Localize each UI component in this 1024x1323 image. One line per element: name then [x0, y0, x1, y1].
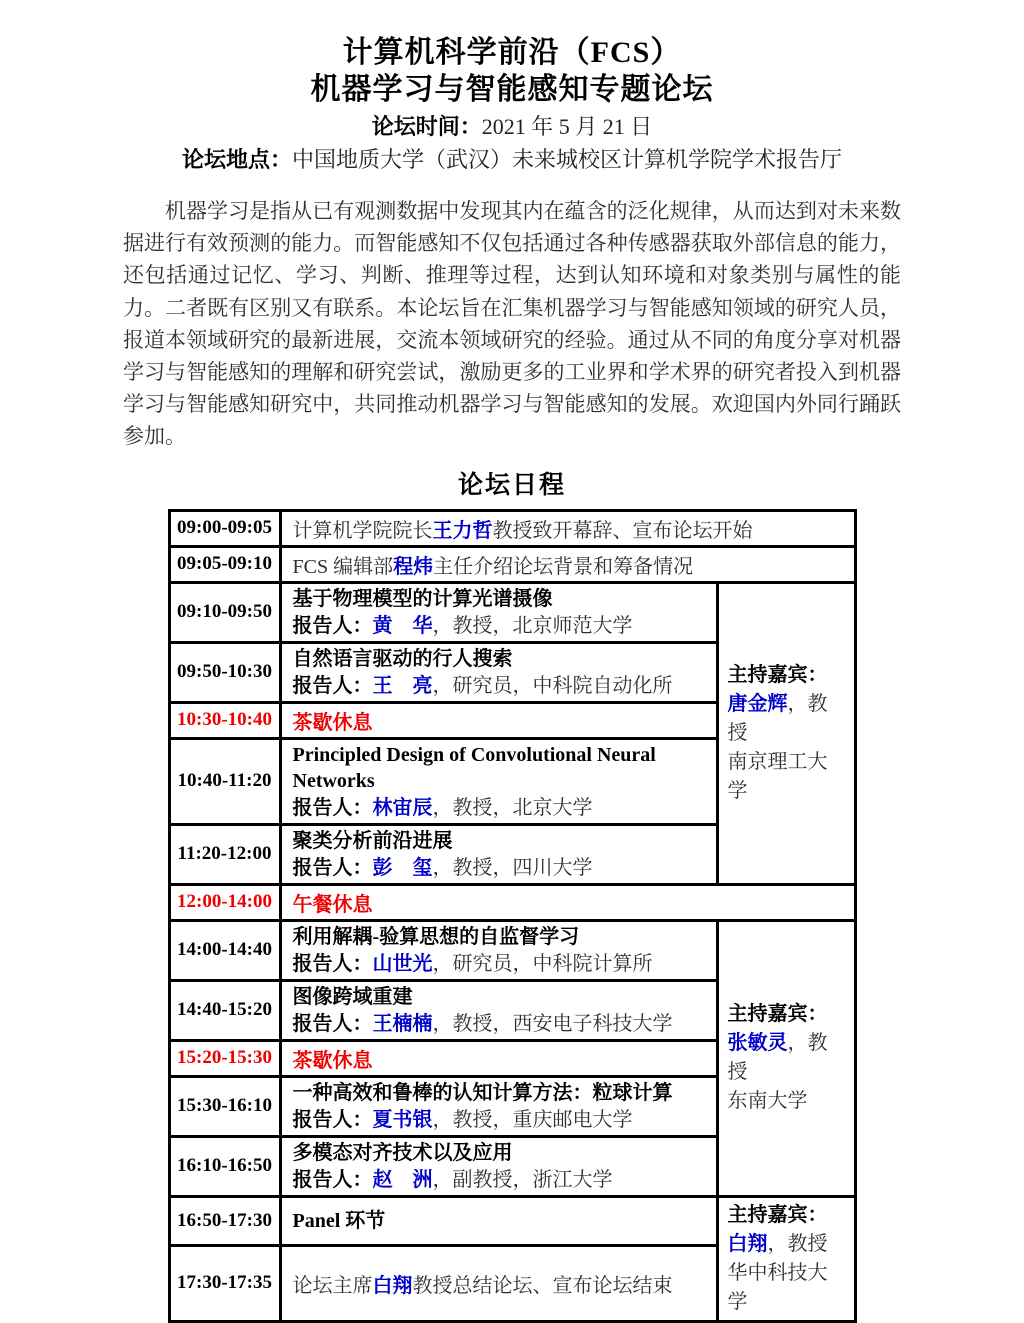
talk-title: 利用解耦-验算思想的自监督学习	[292, 925, 580, 948]
table-row	[169, 920, 855, 980]
person-name: 白翔	[727, 1232, 768, 1255]
forum-time-line	[0, 112, 1024, 141]
talk-title: 聚类分析前沿进展	[292, 829, 453, 852]
person-name: 林宙辰	[372, 796, 433, 819]
person-name: 彭 玺	[372, 856, 433, 879]
break-row	[169, 884, 855, 920]
host-affiliation: 华中科技大学	[727, 1261, 828, 1313]
speaker-line	[293, 613, 705, 639]
speaker-label: 报告人：	[292, 796, 373, 819]
event-text: 教授总结论坛、宣布论坛结束	[412, 1274, 673, 1297]
speaker-rest: ，副教授，浙江大学	[432, 1168, 613, 1191]
table-row	[169, 510, 855, 546]
host-line	[728, 690, 845, 748]
time-cell: 15:20-15:30	[169, 1040, 280, 1076]
speaker-line	[293, 673, 705, 699]
speaker-rest: ，教授，北京大学	[432, 796, 593, 819]
person-name: 夏书银	[372, 1108, 433, 1131]
host-rest: ，教授	[727, 692, 828, 744]
event-cell	[280, 920, 717, 980]
speaker-label: 报告人：	[292, 1012, 373, 1035]
event-cell	[280, 582, 717, 642]
host-cell	[717, 920, 855, 1196]
speaker-label: 报告人：	[292, 856, 373, 879]
time-cell: 12:00-14:00	[169, 884, 280, 920]
person-name: 张敏灵	[727, 1032, 788, 1055]
doc-title-line1: 计算机科学前沿（FCS）	[342, 36, 682, 69]
person-name: 黄 华	[372, 614, 433, 637]
time-cell: 15:30-16:10	[169, 1076, 280, 1136]
speaker-line	[293, 1107, 705, 1133]
person-name: 王力哲	[432, 519, 493, 542]
event-cell	[280, 1076, 717, 1136]
talk-title: 基于物理模型的计算光谱摄像	[292, 587, 553, 610]
talk-title: 一种高效和鲁棒的认知计算方法：粒球计算	[292, 1081, 673, 1104]
event-cell	[280, 1245, 717, 1321]
event-cell	[280, 824, 717, 884]
host-line	[728, 1029, 845, 1087]
host-affiliation: 东南大学	[727, 1090, 808, 1113]
time-cell: 14:40-15:20	[169, 980, 280, 1040]
person-name: 山世光	[372, 952, 433, 975]
host-cell	[717, 582, 855, 884]
person-name: 程炜	[393, 555, 434, 578]
event-text: 主任介绍论坛背景和筹备情况	[433, 555, 694, 578]
talk-title: Principled Design of Convolutional Neural Networks	[292, 743, 656, 792]
speaker-rest: ，教授，四川大学	[432, 856, 593, 879]
time-cell: 14:00-14:40	[169, 920, 280, 980]
event-cell	[280, 738, 717, 824]
time-cell: 16:50-17:30	[169, 1196, 280, 1245]
speaker-label: 报告人：	[292, 674, 373, 697]
speaker-label: 报告人：	[292, 1108, 373, 1131]
time-cell: 09:00-09:05	[169, 510, 280, 546]
event-cell	[280, 1196, 717, 1245]
forum-time-label: 论坛时间：	[371, 114, 482, 139]
host-rest: ，教授	[767, 1232, 828, 1255]
time-cell: 17:30-17:35	[169, 1245, 280, 1321]
table-row	[169, 582, 855, 642]
speaker-line	[293, 795, 705, 821]
break-cell: 午餐休息	[280, 884, 855, 920]
host-cell	[717, 1196, 855, 1321]
event-text: 计算机学院院长	[292, 519, 433, 542]
host-label: 主持嘉宾：	[727, 1003, 828, 1026]
host-line	[728, 1230, 845, 1259]
speaker-label: 报告人：	[292, 952, 373, 975]
speaker-line	[293, 1011, 705, 1037]
event-cell	[280, 546, 855, 582]
event-cell	[280, 510, 855, 546]
speaker-label: 报告人：	[292, 614, 373, 637]
talk-title: 自然语言驱动的行人搜索	[292, 647, 513, 670]
person-name: 赵 洲	[372, 1168, 433, 1191]
forum-venue-label: 论坛地点：	[181, 147, 292, 172]
doc-title-line2: 机器学习与智能感知专题论坛	[310, 73, 714, 106]
time-cell: 16:10-16:50	[169, 1136, 280, 1196]
table-row	[169, 546, 855, 582]
host-affiliation: 南京理工大学	[727, 750, 828, 802]
table-row	[169, 1196, 855, 1245]
time-cell: 09:50-10:30	[169, 642, 280, 702]
speaker-rest: ，教授，西安电子科技大学	[432, 1012, 673, 1035]
break-cell: 茶歇休息	[280, 1040, 717, 1076]
person-name: 王楠楠	[372, 1012, 433, 1035]
speaker-rest: ，教授，重庆邮电大学	[432, 1108, 633, 1131]
speaker-label: 报告人：	[292, 1168, 373, 1191]
time-cell: 11:20-12:00	[169, 824, 280, 884]
speaker-rest: ，研究员，中科院自动化所	[432, 674, 673, 697]
speaker-rest: ，教授，北京师范大学	[432, 614, 633, 637]
break-cell: 茶歇休息	[280, 702, 717, 738]
talk-title: Panel 环节	[292, 1209, 386, 1232]
forum-venue-line	[0, 145, 1024, 174]
intro-paragraph: 机器学习是指从已有观测数据中发现其内在蕴含的泛化规律，从而达到对未来数据进行有效预测的能力。而智能感知不仅包括通过各种传感器获取外部信息的能力，还包括通过记忆、学习、判断、推理等过程，达到认知环境和对象类别与属性的能力。二者既有区别又有联系。本论坛旨在汇集机器学习与智能感知领域的研究人员，报道本领域研究的最新进展，交流本领域研究的经验。通过从不同的角度分享对机器学习与智能感知的理解和研究尝试，激励更多的工业界和学术界的研究者投入到机器学习与智能感知研究中，共同推动机器学习与智能感知的发展。欢迎国内外同行踊跃参加。	[123, 199, 901, 449]
host-label: 主持嘉宾：	[727, 1203, 828, 1226]
event-text: 教授致开幕辞、宣布论坛开始	[492, 519, 753, 542]
event-text: 论坛主席	[292, 1274, 373, 1297]
talk-title: 图像跨域重建	[292, 985, 413, 1008]
host-rest: ，教授	[727, 1032, 828, 1084]
speaker-rest: ，研究员，中科院计算所	[432, 952, 653, 975]
time-cell: 09:05-09:10	[169, 546, 280, 582]
talk-title: 多模态对齐技术以及应用	[292, 1141, 513, 1164]
speaker-line	[293, 855, 705, 881]
forum-venue-value: 中国地质大学（武汉）未来城校区计算机学院学术报告厅	[292, 147, 843, 172]
event-text: FCS 编辑部	[292, 555, 394, 578]
speaker-line	[293, 1167, 705, 1193]
speaker-line	[293, 951, 705, 977]
host-label: 主持嘉宾：	[727, 663, 828, 686]
time-cell: 09:10-09:50	[169, 582, 280, 642]
event-cell	[280, 642, 717, 702]
event-cell	[280, 980, 717, 1040]
forum-time-value: 2021 年 5 月 21 日	[481, 114, 653, 139]
event-cell	[280, 1136, 717, 1196]
schedule-table	[168, 509, 857, 1323]
person-name: 王 亮	[372, 674, 433, 697]
time-cell: 10:40-11:20	[169, 738, 280, 824]
time-cell: 10:30-10:40	[169, 702, 280, 738]
schedule-heading: 论坛日程	[457, 471, 566, 499]
person-name: 白翔	[372, 1274, 413, 1297]
person-name: 唐金辉	[727, 692, 788, 715]
